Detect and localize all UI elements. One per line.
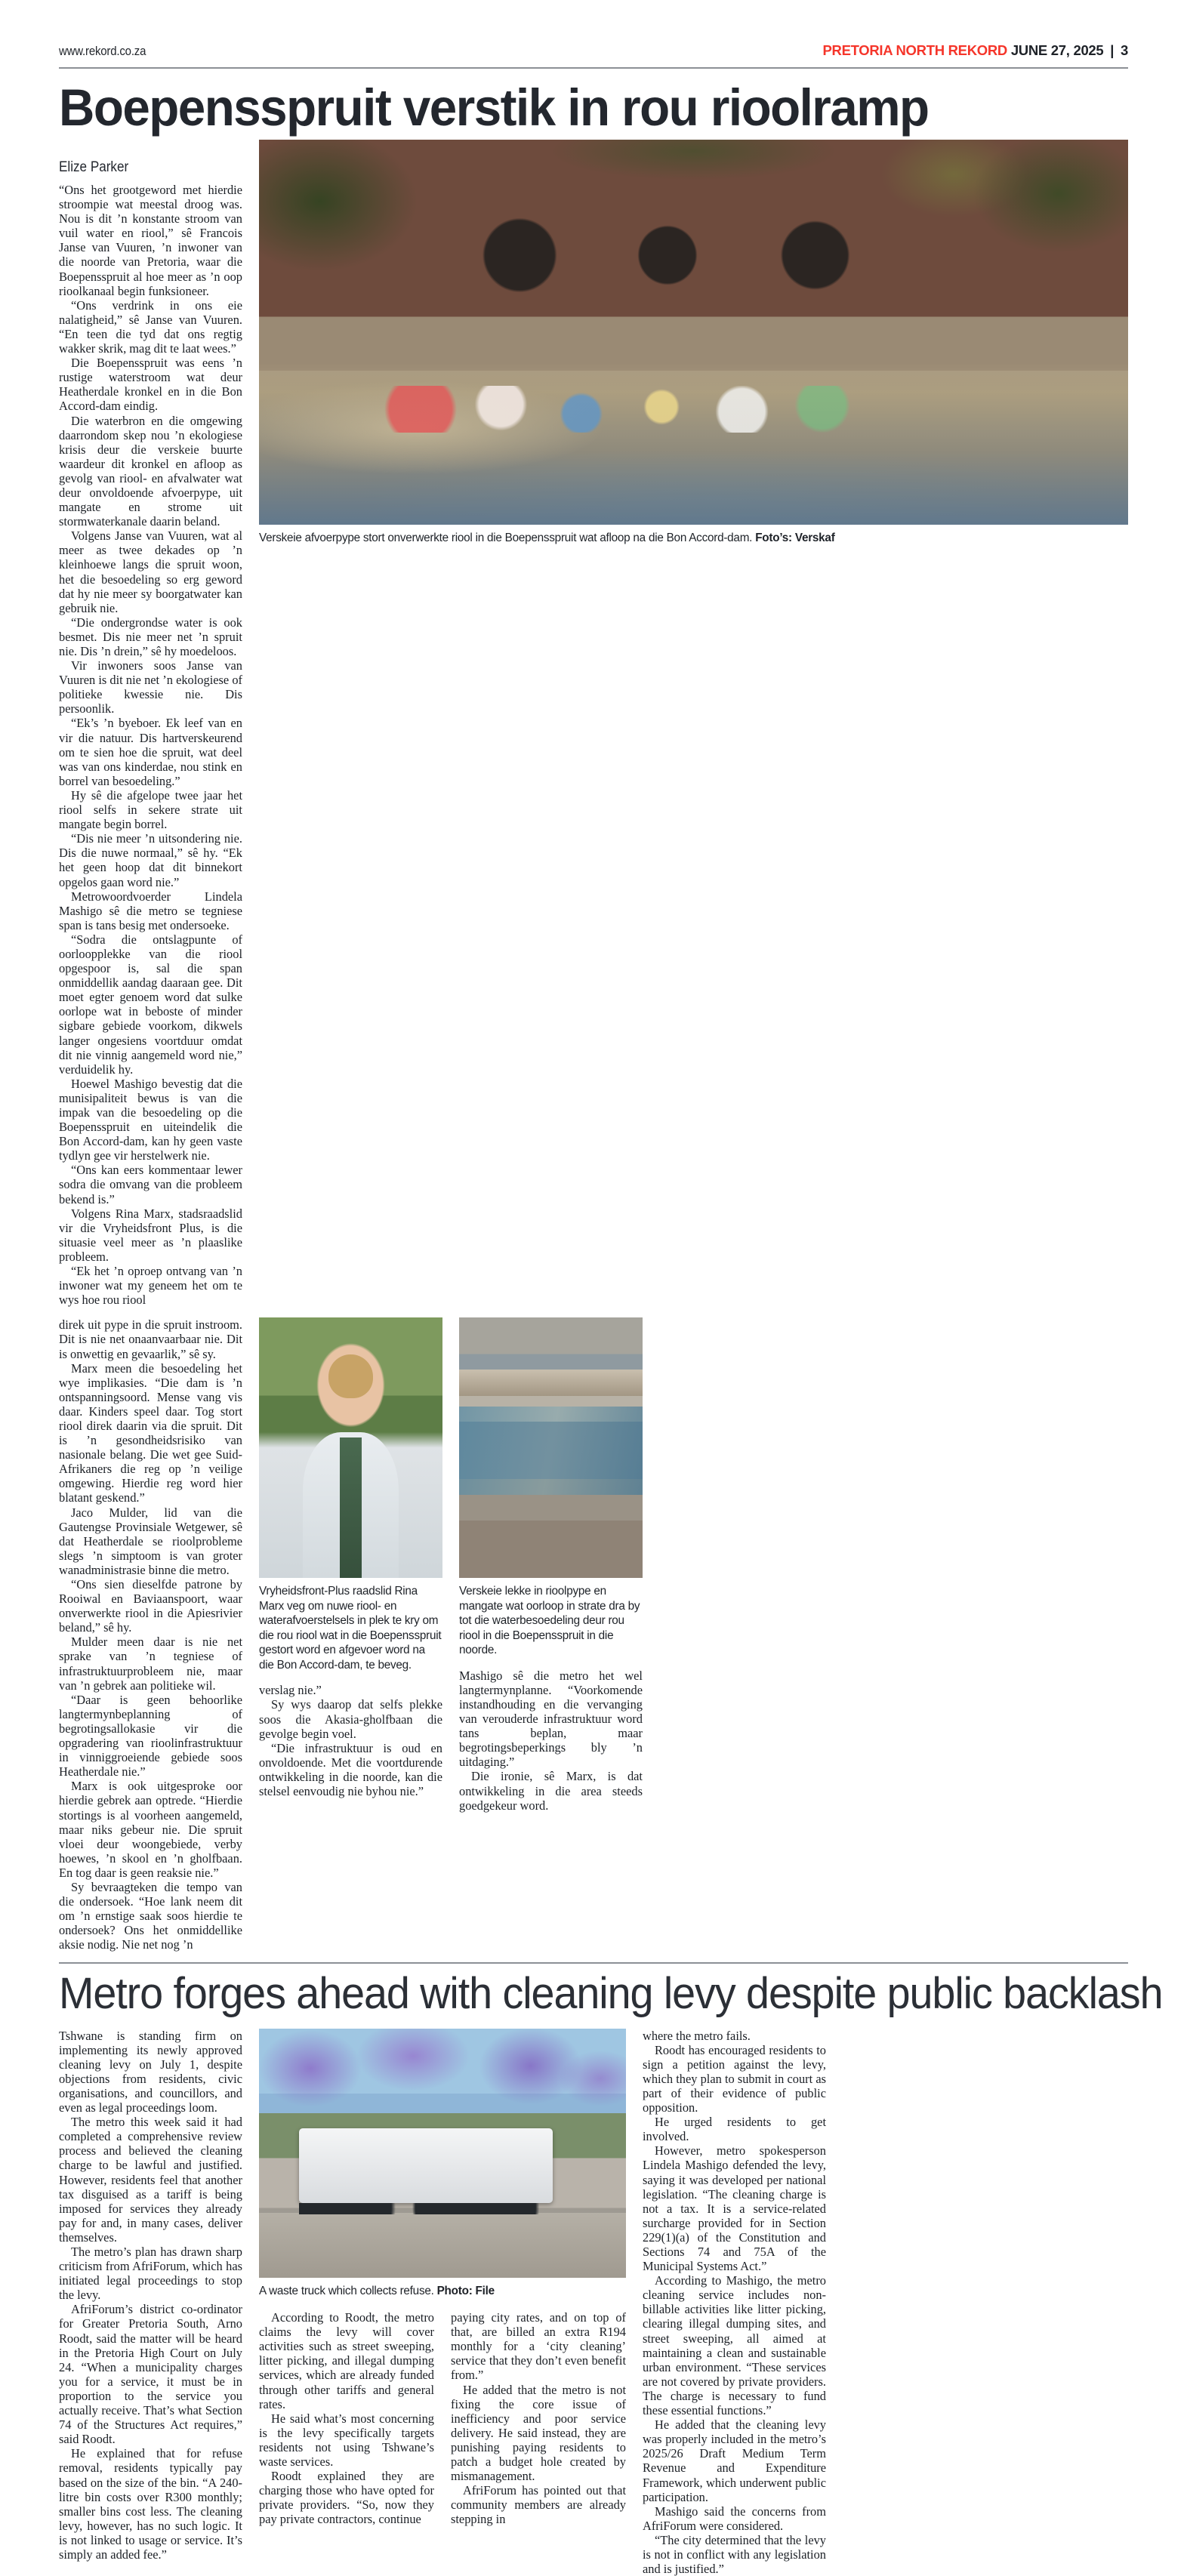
paragraph: “Ons verdrink in ons eie nalatigheid,” sê Janse van Vuuren. “En teen die tyd dat ons regtig wakker skrik, mag dit te laat wees.” [59, 297, 242, 356]
paragraph: Sy bevraagteken die tempo van die ondersoek. “Hoe lank neem dit om ’n ernstige saak soos hierdie te ondersoek? Ons het onmiddellike aksie nodig. Nie net nog ’n [59, 1879, 242, 1952]
paragraph: The metro’s plan has drawn sharp criticism from AfriForum, which has initiated legal proceedings to stop the levy. [59, 2245, 242, 2303]
photo-kerb [459, 1370, 643, 1396]
paragraph: Die Boepensspruit was eens ’n rustige waterstroom wat deur Heatherdale kronkel en in die Bon Accord-dam eindig. [59, 356, 242, 414]
article2-column-3 [451, 2310, 626, 2526]
paragraph: direk uit pype in die spruit instroom. Dit is nie net onaanvaarbaar nie. Dit is onwettig en gevaarlik,” sê sy. [59, 1317, 242, 1361]
paragraph: “Daar is geen behoorlike langtermynbeplanning of begrotingsallokasie vir die opgradering van rioolinfrastruktuur in vinniggroeiende gebiede soos Heatherdale nie.” [59, 1692, 242, 1779]
paragraph: Mulder meen daar is nie net sprake van ’n tegniese of infrastruktuurprobleem nie, maar van ’n gebrek aan politieke wil. [59, 1635, 242, 1693]
paragraph: Marx meen die besoedeling het wye implikasies. “Die dam is ’n ontspanningsoord. Mense vang vis daar. Kinders speel daar. Tog stort riool direk daarin via die spruit. Dit is ’n gesondheidsrisiko van nasionale belang. Die wet gee Suid-Afrikaners die reg op ’n veilige omgewing. Hierdie reg word hier blatant geskend.” [59, 1360, 242, 1505]
article1-hero-block [259, 140, 1128, 546]
paragraph: He explained that for refuse removal, residents typically pay based on the size of the bin. “A 240-litre bin costs over R300 monthly; smaller bins cost less. The cleaning levy, however, has no such logic. It is not linked to usage or service. It’s simply an added fee.” [59, 2446, 242, 2562]
article1-column-4 [459, 1317, 643, 1812]
article1-lower-row [59, 1317, 1128, 1952]
paragraph: Marx is ook uitgesproke oor hierdie gebrek aan optrede. “Hierdie stortings is al voorheen aangemeld, maar niks gebeur nie. Die spruit vloei deur woongebiede, verby hoewes, ’n skool en ’n gholfbaan. En tog daar is geen reaksie nie.” [59, 1779, 242, 1880]
paragraph: Mashigo said the concerns from AfriForum were considered. [643, 2504, 826, 2533]
paragraph: “Ons kan eers kommentaar lewer sodra die omvang van die probleem bekend is.” [59, 1163, 242, 1206]
article2-middle-block [259, 2029, 626, 2527]
street-leak-photo [459, 1317, 643, 1578]
paragraph: He added that the cleaning levy was properly included in the metro’s 2025/26 Draft Medium Term Revenue and Expenditure Framework, which underwent public participation. [643, 2417, 826, 2504]
article2-col2-text [259, 2310, 434, 2526]
publication-date: JUNE 27, 2025 [1010, 42, 1104, 58]
article2-sub-columns [259, 2310, 626, 2526]
website-url[interactable]: www.rekord.co.za [59, 44, 146, 58]
article2-col3-text [451, 2310, 626, 2526]
masthead-rule [59, 67, 1128, 69]
paragraph: “Ons sien dieselfde patrone by Rooiwal en Baviaanspoort, waar onverwerkte riool in die Apiesrivier beland,” sê hy. [59, 1577, 242, 1635]
paragraph: Roodt explained they are charging those who have opted for private providers. “So, now they pay private contractors, continue [259, 2469, 434, 2527]
article2-col1-text [59, 2029, 242, 2562]
paragraph: He said what’s most concerning is the levy specifically targets residents not using Tshwane’s waste services. [259, 2411, 434, 2470]
paragraph: verslag nie.” [259, 1683, 322, 1698]
paragraph: Die waterbron en die omgewing daarrondom skep nou ’n ekologiese krisis deur die verskeie buurte waardeur dit kronkel en afloop as gevolg van riool- en afvalwater wat deur onvoldoende afvoerpype, uit mangate en strome uit stormwaterkanale daarin beland. [59, 413, 242, 529]
article1-column-2 [59, 1317, 242, 1952]
article1-col1-text [59, 183, 242, 1307]
paragraph: Volgens Rina Marx, stadsraadslid vir die Vryheidsfront Plus, is die situasie veel meer as ’n plaaslike probleem. [59, 1206, 242, 1264]
paragraph: “Die infrastruktuur is oud en onvoldoende. Met die voortdurende ontwikkeling in die noorde, kan die stelsel eenvoudig nie byhou nie.” [259, 1740, 442, 1798]
paragraph: “Sodra die ontslagpunte of oorloopplekke van die riool opgespoor is, sal die span onmiddellik aandag daaraan gee. Dit moet egter genoem word dat sulke oorlope wat in beboste of minder sigbare gebiede voorkom, dikwels langer ongesiens voortduur omdat dit nie vinnig aangemeld word nie,” verduidelik hy. [59, 932, 242, 1077]
caption-credit: Foto’s: Verskaf [755, 532, 835, 544]
article2-column-2 [259, 2310, 434, 2526]
article2-rule [59, 1962, 1128, 1964]
article1-top-row [59, 140, 1128, 1307]
article-2 [59, 2029, 1128, 2576]
caption-text: A waste truck which collects refuse. [259, 2284, 437, 2297]
paragraph: Sy wys daarop dat selfs plekke soos die Akasia-gholfbaan die gevolge begin voel. [259, 1697, 442, 1741]
photo-hair [328, 1354, 372, 1399]
street-leak-photo-caption: Verskeie lekke in rioolpype en mangate wat oorloop in strate dra by tot die waterbesoedeling deur rou riool in die Boepensspruit in die noorde. [459, 1585, 640, 1657]
portrait-photo-rina-marx [259, 1317, 442, 1578]
caption-credit: Photo: File [436, 2284, 495, 2297]
hero-photo-stormwater-outfall [259, 140, 1128, 525]
waste-truck-photo-caption [259, 2284, 626, 2299]
paragraph: AfriForum’s district co-ordinator for Greater Pretoria South, Arno Roodt, said the matter will be heard in the Pretoria High Court on July 24. “When a municipality charges you for a service, it must be in proportion to the service you actually receive. That’s what Section 74 of the Structures Act requires,” said Roodt. [59, 2302, 242, 2447]
photo-road [259, 2213, 626, 2278]
article2-col4-text [643, 2029, 826, 2576]
paragraph: “Ons het grootgeword met hierdie stroompie wat meestal droog was. Nou is dit ’n konstante stroom van vuil water en riool,” sê Francois Janse van Vuuren, ’n inwoner van die noorde van Pretoria, waar die Boepensspruit al hoe meer as ’n oop rioolkanaal begin funksioneer. [59, 183, 242, 298]
paragraph: Hoewel Mashigo bevestig dat die munisipaliteit bewus is van die impak van die besoedeling op die Boepensspruit en uiteindelik die Bon Accord-dam, kan hy geen vaste tydlyn gee vir herstelwerk nie. [59, 1076, 242, 1163]
paragraph: Volgens Janse van Vuuren, wat al meer as twee dekades op ’n kleinhoewe langs die spruit woon, het die besoedeling so erg geword dat hy nie meer sy boorgatwater kan gebruik nie. [59, 528, 242, 615]
portrait-photo-caption: Vryheidsfront-Plus raadslid Rina Marx veg om nuwe riool- en waterafvoerstelsels in plek te kry om die rou riool wat in die Boepensspruit gestort word en afgevoer word na die Bon Accord-dam, te beveg. [259, 1585, 442, 1672]
caption-text: Verskeie afvoerpype stort onverwerkte riool in die Boepensspruit wat afloop na die Bon Accord-dam. [259, 532, 756, 544]
waste-truck-photo [259, 2029, 626, 2278]
paragraph: According to Mashigo, the metro cleaning service includes non-billable activities like litter picking, clearing illegal dumping sites, and street sweeping, all aimed at maintaining a clean and sustainable urban environment. “These services are not covered by private providers. The charge is necessary to fund these essential functions.” [643, 2273, 826, 2418]
article2-column-1 [59, 2029, 242, 2562]
paragraph: He urged residents to get involved. [643, 2115, 826, 2144]
photo-litter [363, 386, 937, 432]
paragraph: “Ek’s ’n byeboer. Ek leef van en vir die natuur. Dis hartverskeurend om te sien hoe die spruit, wat deel was van ons kinderdae, nou stink en borrel van besoedeling.” [59, 716, 242, 788]
paragraph: “Ek het ’n oproep ontvang van ’n inwoner wat my geneem het om te wys hoe rou riool [59, 1264, 242, 1308]
paragraph: “Dis nie meer ’n uitsondering nie. Dis die nuwe normaal,” sê hy. “Ek het geen hoop dat dit binnekort opgelos gaan word nie.” [59, 831, 242, 889]
paragraph: Roodt has encouraged residents to sign a petition against the levy, which they plan to submit in court as part of their evidence of public opposition. [643, 2042, 826, 2115]
paragraph: Mashigo sê die metro het wel langtermynplanne. “Voorkomende instandhouding en die vervanging van verouderde infrastruktuur word tans beplan, maar begrotingsbeperkings bly ’n uitdaging.” [459, 1668, 643, 1770]
article2-column-4 [643, 2029, 826, 2576]
paragraph: “The city determined that the levy is not in conflict with any legislation and is justified.” [643, 2532, 826, 2576]
article1-column-3 [259, 1317, 442, 1798]
article1-headline: Boepensspruit verstik in rou rioolramp [59, 79, 929, 137]
photo-refuse-truck [299, 2128, 552, 2203]
masthead-separator: | [1110, 42, 1115, 58]
article2-headline: Metro forges ahead with cleaning levy despite public backlash [59, 1969, 1163, 2019]
paragraph: Vir inwoners soos Janse van Vuuren is dit nie net ’n ekologiese of politieke kwessie nie. Dis persoonlik. [59, 658, 242, 716]
article1-byline: Elize Parker [59, 159, 129, 175]
paragraph: AfriForum has pointed out that community members are already stepping in [451, 2483, 626, 2527]
publication-name: PRETORIA NORTH REKORD [822, 42, 1007, 58]
article1-col2-text [59, 1317, 242, 1952]
paragraph: “Die ondergrondse water is ook besmet. Dis nie meer net ’n spruit nie. Dis ’n drein,” sê hy moedeloos. [59, 615, 242, 658]
article1-col3-text [259, 1683, 442, 1798]
paragraph: The metro this week said it had completed a comprehensive review process and believed the cleaning charge to be lawful and justified. However, residents feel that another tax disguised as a tariff is being imposed for services they already pay for and, in many cases, deliver themselves. [59, 2115, 242, 2245]
paragraph: Hy sê die afgelope twee jaar het riool selfs in sekere strate uit mangate begin borrel. [59, 787, 242, 832]
article-1 [59, 140, 1128, 1952]
article1-column-1 [59, 140, 242, 1307]
paragraph: where the metro fails. [643, 2028, 751, 2043]
paragraph: He added that the metro is not fixing the core issue of inefficiency and poor service delivery. He said instead, they are punishing paying residents to patch a budget hole created by mismanagement. [451, 2382, 626, 2484]
paragraph: However, metro spokesperson Lindela Mashigo defended the levy, saying it was developed per national legislation. “The cleaning charge is not a tax. It is a service-related surcharge provided for in Section 229(1)(a) of the Constitution and Sections 74 and 75A of the Municipal Systems Act.” [643, 2143, 826, 2274]
paragraph: According to Roodt, the metro claims the levy will cover activities such as street sweeping, litter picking, and illegal dumping services, which are already funded through other tariffs and general rates. [259, 2310, 434, 2411]
hero-photo-caption [259, 531, 1128, 546]
paragraph: Metrowoordvoerder Lindela Mashigo sê die metro se tegniese span is tans besig met ondersoeke. [59, 889, 242, 932]
edition-line [822, 42, 1128, 59]
masthead [59, 0, 1128, 59]
paragraph: Tshwane is standing firm on implementing its newly approved cleaning levy on July 1, despite objections from residents, civic organisations, and councillors, and even as legal proceedings loom. [59, 2028, 242, 2115]
photo-water-on-road [459, 1407, 643, 1495]
photo-shirt [340, 1437, 362, 1578]
article1-col4-text [459, 1669, 643, 1813]
paragraph: paying city rates, and on top of that, are billed an extra R194 monthly for a ‘city cleaning’ service that they don’t even benefit from.” [451, 2310, 626, 2383]
paragraph: Jaco Mulder, lid van die Gautengse Provinsiale Wetgewer, sê dat Heatherdale se rioolprobleme slegs ’n simptoom is van groter wanadministrasie binne die metro. [59, 1505, 242, 1577]
page-number: 3 [1121, 42, 1128, 58]
paragraph: Die ironie, sê Marx, is dat ontwikkeling in die area steeds goedgekeur word. [459, 1769, 643, 1813]
